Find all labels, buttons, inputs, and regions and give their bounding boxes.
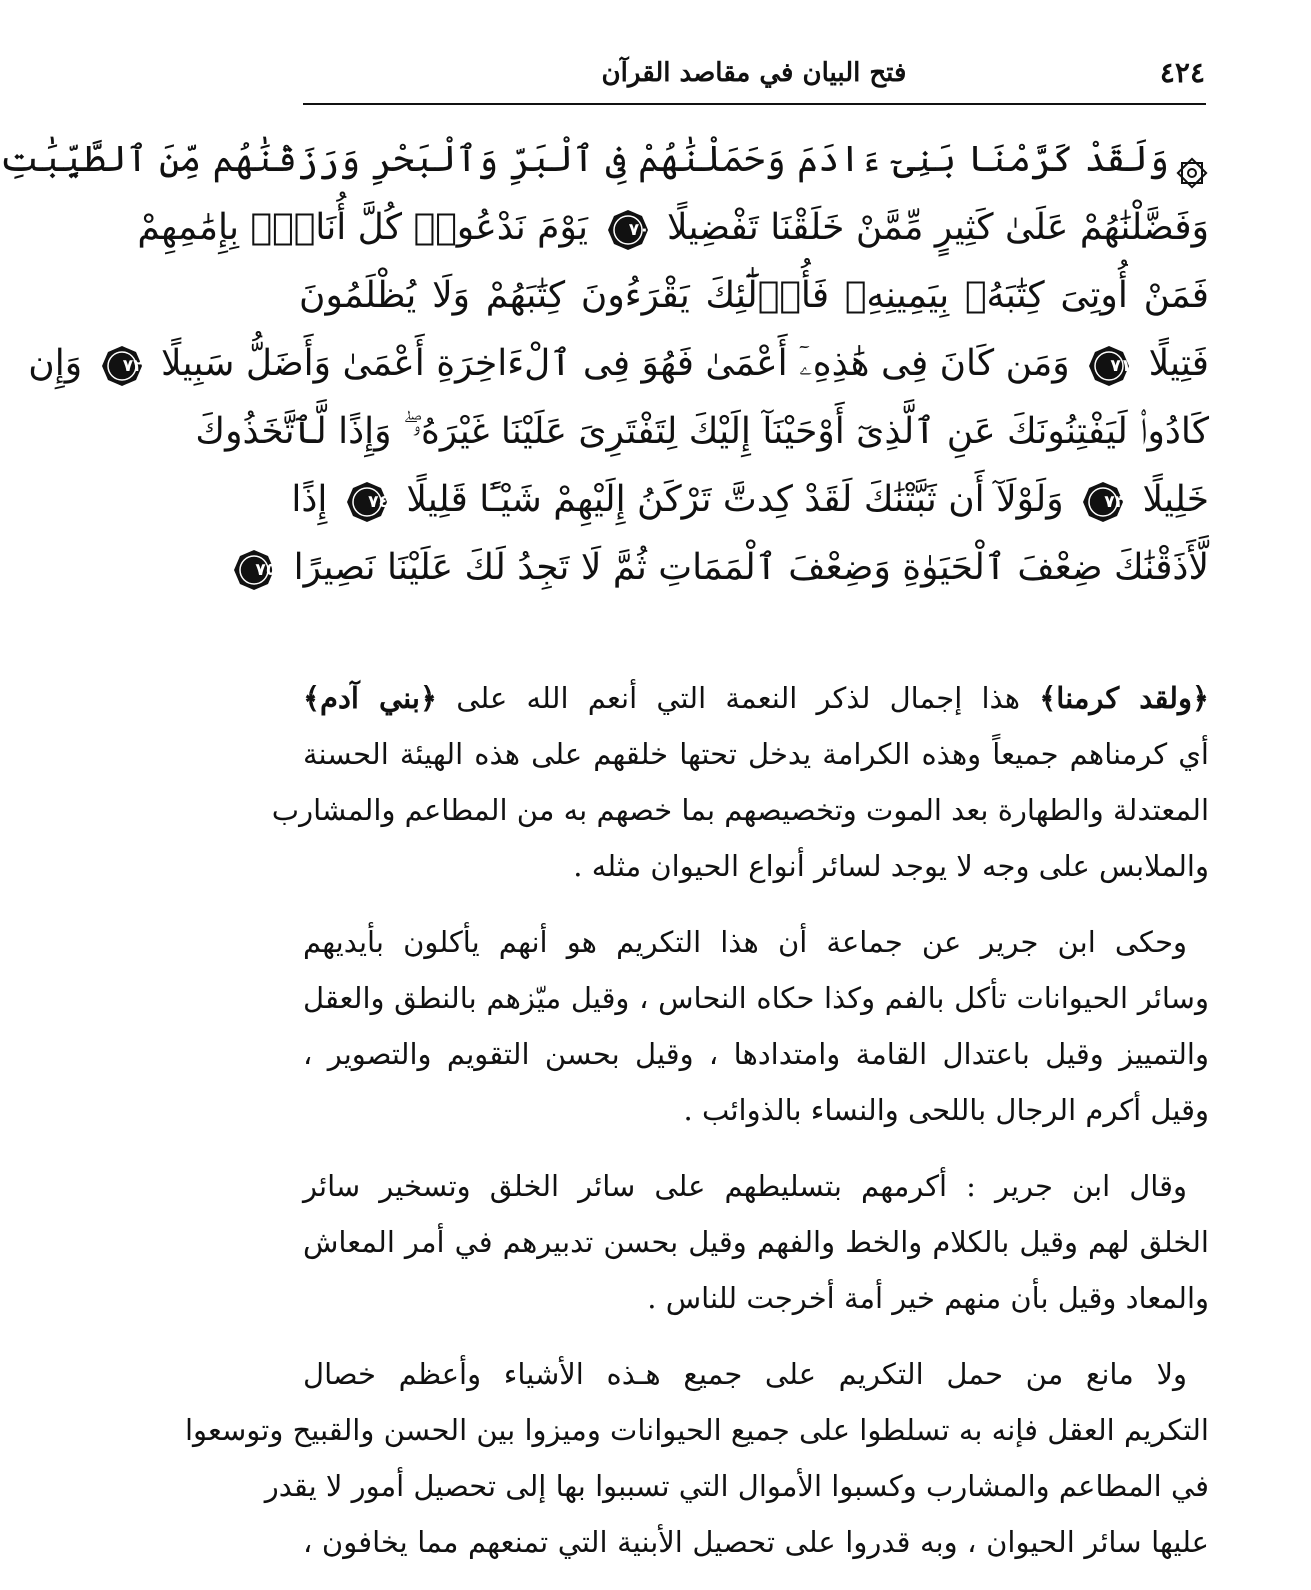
verse-line [255,534,1209,602]
paragraph-line: عليها سائر الحيوان ، وبه قدروا على تحصيل الأبنية التي تمنعهم مما يخافون ، [303,1525,1209,1559]
paragraph-line [303,670,1209,726]
ayah-number-marker [1087,344,1131,388]
commentary-section [184,670,1209,1590]
rub-el-hizb-icon [1175,145,1209,179]
paragraph-line: وقيل أكرم الرجال باللحى والنساء بالذوائب . [683,1093,1209,1127]
verse-text: يَوْمَ نَدْعُوا۟ كُلَّ أُنَاسٍۭ بِإِمَٰمِهِمْ [137,207,589,248]
paragraph-line: الخلق لهم وقيل بالكلام والخط والفهم وقيل بحسن تدبيرهم في أمر المعاش [303,1225,1209,1259]
quran-verse-block [0,126,1209,602]
header-rule [303,103,1206,105]
verse-line [195,398,1209,466]
verse-text: كَادُوا۟ لَيَفْتِنُونَكَ عَنِ ٱلَّذِىٓ أَوْحَيْنَآ إِلَيْكَ لِتَفْتَرِىَ عَلَيْنَا غَيْرَهُۥ ۖ وَإِذًا لَّٱتَّخَذُوكَ [195,411,1209,452]
commentary-paragraph [184,1346,1209,1570]
verse-line [291,466,1209,534]
commentary-paragraph [271,670,1209,894]
commentary-paragraph [303,914,1209,1138]
ayah-number-marker [232,548,276,592]
verse-text: وَفَضَّلْنَٰهُمْ عَلَىٰ كَثِيرٍ مِّمَّنْ خَلَقْنَا تَفْضِيلًا [666,207,1209,248]
verse-line [28,330,1209,398]
running-header [303,56,1205,104]
verse-line [137,194,1209,262]
verse-text: لَّأَذَقْنَٰكَ ضِعْفَ ٱلْحَيَوٰةِ وَضِعْفَ ٱلْمَمَاتِ ثُمَّ لَا تَجِدُ لَكَ عَلَيْنَا نَصِيرًا [293,547,1209,588]
ayah-number: ٧٠ [628,220,650,240]
verse-line [0,126,1209,194]
paragraph-line: وقال ابن جرير : أكرمهم بتسليطهم على سائر الخلق وتسخير سائر [303,1169,1187,1203]
paragraph-line: أي كرمناهم جميعاً وهذه الكرامة يدخل تحتها خلقهم على هذه الهيئة الحسنة [303,737,1209,771]
paragraph-line: والملابس على وجه لا يوجد لسائر أنواع الحيوان مثله . [573,849,1209,883]
quoted-verse: ﴿ولقد كرمنا﴾ [1039,681,1209,715]
paragraph-line: وحكى ابن جرير عن جماعة أن هذا التكريم هو أنهم يأكلون بأيديهم [303,925,1187,959]
ayah-number: ٧٤ [368,492,389,512]
ayah-number: ٧٣ [1104,492,1126,512]
ayah-number: ٧٥ [255,560,277,580]
verse-text: فَتِيلًا [1148,343,1209,384]
verse-text: وَمَن كَانَ فِى هَٰذِهِۦٓ أَعْمَىٰ فَهُوَ فِى ٱلْءَاخِرَةِ أَعْمَىٰ وَأَضَلُّ سَبِيلًا [161,343,1070,384]
verse-text: وَلَوْلَآ أَن ثَبَّتْنَٰكَ لَقَدْ كِدتَّ تَرْكَنُ إِلَيْهِمْ شَيْـًٔا قَلِيلًا [406,479,1064,520]
paragraph-line: والتمييز وقيل باعتدال القامة وامتدادها ، وقيل بحسن التقويم والتصوير ، [303,1037,1209,1071]
ayah-number-marker [100,344,144,388]
paragraph-line: في المطاعم والمشارب وكسبوا الأموال التي تسببوا بها إلى تحصيل أمور لا يقدر [264,1469,1209,1503]
paragraph-line: المعتدلة والطهارة بعد الموت وتخصيصهم بما خصهم به من المطاعم والمشارب [271,793,1209,827]
verse-text: خَلِيلًا [1142,479,1209,520]
book-title: فتح البيان في مقاصد القرآن [601,58,907,88]
ayah-number: ٧١ [1110,356,1132,376]
page-number: ٤٢٤ [1159,56,1205,89]
paragraph-line: التكريم العقل فإنه به تسلطوا على جميع الحيوانات وميزوا بين الحسن والقبيح وتوسعوا [184,1413,1209,1447]
line-text: هذا إجمال لذكر النعمة التي أنعم الله على [437,681,1040,715]
ayah-number-marker [1081,480,1125,524]
quoted-verse: ﴿بني آدم﴾ [303,681,437,715]
ayah-number-marker [606,208,650,252]
verse-text: وَلَقَدْ كَرَّمْنَا بَنِىٓ ءَادَمَ وَحَمَلْنَٰهُمْ فِى ٱلْبَرِّ وَٱلْبَحْرِ وَرَزَقْنَٰهُم مِّنَ ٱلطَّيِّبَٰتِ [0,139,1169,180]
verse-text: وَإِن [28,343,83,384]
ayah-number-marker [345,480,389,524]
verse-text: فَمَنْ أُوتِىَ كِتَٰبَهُۥ بِيَمِينِهِۦ فَأُو۟لَٰٓئِكَ يَقْرَءُونَ كِتَٰبَهُمْ وَلَا يُظْلَمُونَ [299,275,1209,316]
commentary-paragraph [303,1158,1209,1326]
ayah-number: ٧٢ [122,356,144,376]
paragraph-line: ولا مانع من حمل التكريم على جميع هـذه الأشياء وأعظم خصال [303,1357,1187,1391]
paragraph-line: والمعاد وقيل بأن منهم خير أمة أخرجت للناس . [647,1281,1209,1315]
paragraph-line: وسائر الحيوانات تأكل بالفم وكذا حكاه النحاس ، وقيل ميّزهم بالنطق والعقل [303,981,1209,1015]
verse-text: إِذًا [291,479,328,520]
verse-line [299,262,1209,330]
